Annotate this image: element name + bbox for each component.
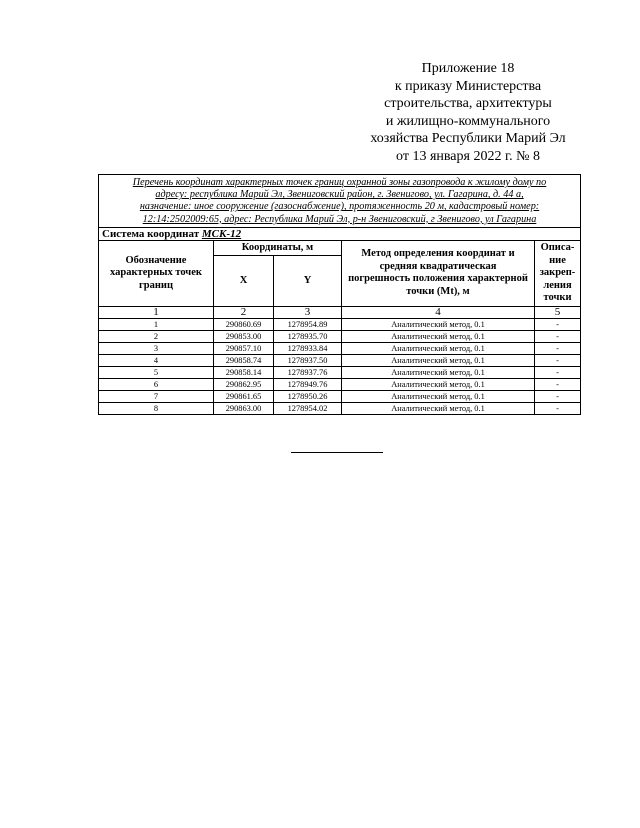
header-method: Метод определения координат и средняя квадратическая погрешность положения характерной точки (Mt), м xyxy=(342,240,535,306)
point-cell: 1 xyxy=(99,318,214,330)
coordinates-table xyxy=(98,174,581,415)
column-number: 2 xyxy=(214,306,274,318)
x-cell: 290858.74 xyxy=(214,354,274,366)
point-cell: 3 xyxy=(99,342,214,354)
desc-cell: - xyxy=(535,318,581,330)
table-row xyxy=(99,366,581,378)
method-cell: Аналитический метод, 0.1 xyxy=(342,330,535,342)
appendix-line: от 13 января 2022 г. № 8 xyxy=(396,148,540,164)
desc-cell: - xyxy=(535,366,581,378)
y-cell: 1278950.26 xyxy=(274,390,342,402)
x-cell: 290853.00 xyxy=(214,330,274,342)
header-y: Y xyxy=(274,255,342,306)
table-row xyxy=(99,330,581,342)
x-cell: 290857.10 xyxy=(214,342,274,354)
appendix-line: к приказу Министерства xyxy=(394,78,542,94)
table-row xyxy=(99,402,581,414)
point-cell: 7 xyxy=(99,390,214,402)
header-point: Обозначение характерных точек границ xyxy=(99,240,214,306)
x-cell: 290861.65 xyxy=(214,390,274,402)
y-cell: 1278954.89 xyxy=(274,318,342,330)
coordinate-system-label: Система координат xyxy=(102,227,200,240)
closing-rule xyxy=(291,452,383,453)
header-description: Описа-ние закреп-ления точки xyxy=(535,240,581,306)
point-cell: 4 xyxy=(99,354,214,366)
appendix-line: хозяйства Республики Марий Эл xyxy=(370,131,566,146)
table-row xyxy=(99,390,581,402)
y-cell: 1278937.76 xyxy=(274,366,342,378)
column-number: 4 xyxy=(342,306,535,318)
appendix-header xyxy=(350,60,586,165)
caption-line: адресу: республика Марий Эл, Звениговский район, г. Звенигово, ул. Гагарина, д. 44 а, xyxy=(155,189,524,201)
point-cell: 2 xyxy=(99,330,214,342)
desc-cell: - xyxy=(535,390,581,402)
column-number: 3 xyxy=(274,306,342,318)
table-row xyxy=(99,342,581,354)
header-x: X xyxy=(214,255,274,306)
caption-line: назначение: иное сооружение (газоснабжение), протяженность 20 м, кадастровый номер: xyxy=(139,201,540,213)
appendix-line: строительства, архитектуры xyxy=(384,96,552,111)
x-cell: 290858.14 xyxy=(214,366,274,378)
appendix-line: Приложение 18 xyxy=(421,61,515,76)
desc-cell: - xyxy=(535,378,581,390)
point-cell: 8 xyxy=(99,402,214,414)
x-cell: 290862.95 xyxy=(214,378,274,390)
table-row xyxy=(99,378,581,390)
coordinate-system-row xyxy=(99,227,581,240)
method-cell: Аналитический метод, 0.1 xyxy=(342,390,535,402)
method-cell: Аналитический метод, 0.1 xyxy=(342,318,535,330)
coordinate-system-value: МСК-12 xyxy=(201,227,242,240)
desc-cell: - xyxy=(535,342,581,354)
caption-line: Перечень координат характерных точек границ охранной зоны газопровода к жилому дому по xyxy=(132,177,547,188)
point-cell: 5 xyxy=(99,366,214,378)
method-cell: Аналитический метод, 0.1 xyxy=(342,378,535,390)
y-cell: 1278954.02 xyxy=(274,402,342,414)
desc-cell: - xyxy=(535,354,581,366)
table-row xyxy=(99,354,581,366)
x-cell: 290863.00 xyxy=(214,402,274,414)
method-cell: Аналитический метод, 0.1 xyxy=(342,366,535,378)
point-cell: 6 xyxy=(99,378,214,390)
appendix-line: и жилищно-коммунального xyxy=(385,113,551,129)
y-cell: 1278949.76 xyxy=(274,378,342,390)
x-cell: 290860.69 xyxy=(214,318,274,330)
method-cell: Аналитический метод, 0.1 xyxy=(342,342,535,354)
method-cell: Аналитический метод, 0.1 xyxy=(342,402,535,414)
column-number: 1 xyxy=(99,306,214,318)
caption-line: 12:14:2502009:65, адрес: Республика Марий Эл, р-н Звениговский, г Звенигово, ул Гагарина xyxy=(142,213,537,225)
table-row xyxy=(99,318,581,330)
y-cell: 1278935.70 xyxy=(274,330,342,342)
method-cell: Аналитический метод, 0.1 xyxy=(342,354,535,366)
table-caption xyxy=(99,175,581,228)
column-number: 5 xyxy=(535,306,581,318)
y-cell: 1278937.50 xyxy=(274,354,342,366)
header-coords: Координаты, м xyxy=(214,240,342,255)
desc-cell: - xyxy=(535,330,581,342)
column-number-row xyxy=(99,306,581,318)
y-cell: 1278933.84 xyxy=(274,342,342,354)
desc-cell: - xyxy=(535,402,581,414)
